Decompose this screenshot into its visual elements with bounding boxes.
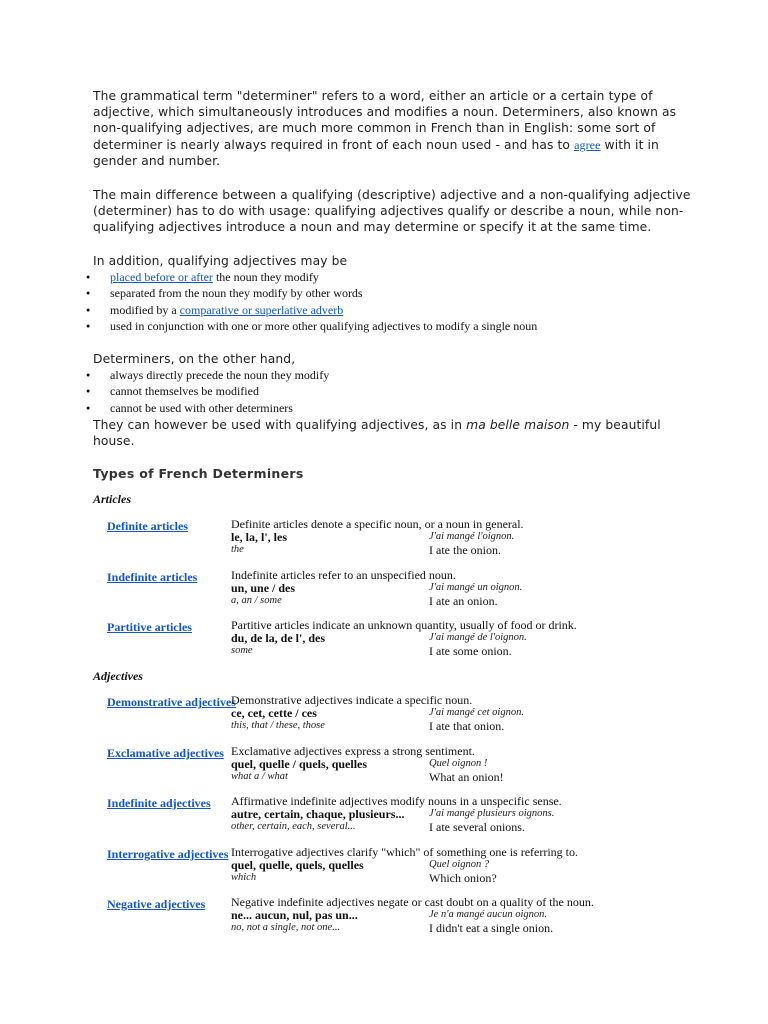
adjectives-subheading: Adjectives bbox=[93, 669, 143, 683]
entry-description: Partitive articles indicate an unknown quantity, usually of food or drink. bbox=[231, 618, 577, 632]
list-item: ● separated from the noun they modify by other words bbox=[80, 285, 537, 301]
qualifying-adjectives-list bbox=[80, 269, 537, 334]
interrogative-adjectives-link[interactable]: Interrogative adjectives bbox=[107, 847, 229, 861]
comparative-superlative-link[interactable]: comparative or superlative adverb bbox=[179, 302, 344, 317]
entry-forms: ne... aucun, nul, pas un... bbox=[231, 908, 358, 922]
list-item: ● cannot themselves be modified bbox=[80, 383, 329, 399]
entry-description: Negative indefinite adjectives negate or cast doubt on a quality of the noun. bbox=[231, 895, 594, 909]
entry-example-french: J'ai mangé l'oignon. bbox=[429, 531, 515, 542]
entry-example-english: I ate several onions. bbox=[429, 820, 525, 834]
entry-example-french: J'ai mangé cet oignon. bbox=[429, 707, 524, 718]
entry-negative-adjectives bbox=[0, 895, 768, 939]
articles-subheading: Articles bbox=[93, 492, 131, 506]
exclamative-adjectives-link[interactable]: Exclamative adjectives bbox=[107, 746, 224, 760]
section-heading: Types of French Determiners bbox=[93, 466, 304, 481]
entry-indefinite-articles bbox=[0, 568, 768, 612]
intro-paragraph-2: The main difference between a qualifying (descriptive) adjective and a non-qualifying adjective (determiner) has to do with usage: qualifying adjectives qualify or describe a noun, while non-qualifying adjectives introduce a noun and may determine or specify it at the same time. bbox=[93, 188, 691, 235]
intro-p1-text-end: with it in gender and number. bbox=[93, 137, 659, 168]
negative-adjectives-link[interactable]: Negative adjectives bbox=[107, 897, 206, 911]
entry-example-english: I ate some onion. bbox=[429, 644, 512, 658]
list-item: ● used in conjunction with one or more other qualifying adjectives to modify a single noun bbox=[80, 318, 537, 334]
list-item: ● cannot be used with other determiners bbox=[80, 400, 329, 416]
entry-example-french: J'ai mangé un oignon. bbox=[429, 582, 523, 593]
entry-description: Exclamative adjectives express a strong sentiment. bbox=[231, 744, 475, 758]
entry-example-french: J'ai mangé plusieurs oignons. bbox=[429, 808, 555, 819]
entry-translation: this, that / these, those bbox=[231, 720, 325, 731]
determiners-paragraph: Determiners, on the other hand, bbox=[93, 352, 296, 366]
entry-exclamative-adjectives bbox=[0, 744, 768, 788]
entry-translation: the bbox=[231, 544, 244, 555]
entry-forms: le, la, l', les bbox=[231, 530, 287, 544]
demonstrative-adjectives-link[interactable]: Demonstrative adjectives bbox=[107, 695, 236, 709]
intro-p1-text: The grammatical term "determiner" refers to a word, either an article or a certain type of adjective, which simultaneously introduces and modifies a noun. Determiners, also known as non-qualifying adjectives, are much more common in French than in English: some sort of determiner is nearly always required in front of each noun used - and has to bbox=[93, 89, 677, 152]
entry-forms: quel, quelle, quels, quelles bbox=[231, 858, 364, 872]
entry-description: Interrogative adjectives clarify "which" of something one is referring to. bbox=[231, 845, 579, 859]
agree-link[interactable]: agree bbox=[574, 137, 601, 152]
definite-articles-link[interactable]: Definite articles bbox=[107, 519, 188, 533]
determiners-list bbox=[80, 367, 329, 416]
entry-example-english: I didn't eat a single onion. bbox=[429, 921, 554, 935]
indefinite-articles-link[interactable]: Indefinite articles bbox=[107, 570, 198, 584]
entry-forms: un, une / des bbox=[231, 581, 296, 595]
intro-paragraph-1 bbox=[93, 88, 693, 169]
entry-description: Affirmative indefinite adjectives modify nouns in a unspecific sense. bbox=[231, 794, 562, 808]
entry-translation: which bbox=[231, 872, 257, 883]
intro-paragraph-3: In addition, qualifying adjectives may be bbox=[93, 254, 348, 268]
list-item: ● always directly precede the noun they modify bbox=[80, 367, 329, 383]
entry-forms: ce, cet, cette / ces bbox=[231, 706, 317, 720]
qualifying-usage-paragraph bbox=[93, 417, 693, 449]
entry-definite-articles bbox=[0, 517, 768, 561]
indefinite-adjectives-link[interactable]: Indefinite adjectives bbox=[107, 796, 211, 810]
list-item bbox=[80, 302, 537, 318]
entry-example-french: Quel oignon ? bbox=[429, 859, 490, 870]
list-item-text: modified by a bbox=[110, 302, 180, 317]
entry-forms: autre, certain, chaque, plusieurs... bbox=[231, 807, 405, 821]
entry-demonstrative-adjectives bbox=[0, 693, 768, 737]
entry-example-english: Which onion? bbox=[429, 871, 497, 885]
entry-translation: some bbox=[231, 645, 253, 656]
entry-description: Indefinite articles refer to an unspecified noun. bbox=[231, 568, 456, 582]
entry-indefinite-adjectives bbox=[0, 794, 768, 838]
list-item-text: the noun they modify bbox=[212, 270, 319, 284]
entry-description: Definite articles denote a specific noun, or a noun in general. bbox=[231, 517, 524, 531]
entry-example-french: J'ai mangé de l'oignon. bbox=[429, 632, 527, 643]
entry-translation: a, an / some bbox=[231, 595, 282, 606]
entry-forms: quel, quelle / quels, quelles bbox=[231, 757, 368, 771]
usage-example: ma belle maison bbox=[466, 418, 570, 432]
entry-description: Demonstrative adjectives indicate a specific noun. bbox=[231, 693, 473, 707]
entry-partitive-articles bbox=[0, 618, 768, 662]
entry-example-french: Quel oignon ! bbox=[429, 758, 488, 769]
entry-example-french: Je n'a mangé aucun oignon. bbox=[429, 909, 548, 920]
entry-translation: what a / what bbox=[231, 771, 288, 782]
usage-text-end: - my beautiful house. bbox=[93, 418, 661, 449]
before-after-link[interactable]: placed before or after bbox=[110, 270, 213, 284]
entry-example-english: What an onion! bbox=[429, 770, 504, 784]
entry-example-english: I ate the onion. bbox=[429, 543, 501, 557]
entry-forms: du, de la, de l', des bbox=[231, 631, 326, 645]
partitive-articles-link[interactable]: Partitive articles bbox=[107, 620, 192, 634]
entry-translation: no, not a single, not one... bbox=[231, 922, 341, 933]
entry-translation: other, certain, each, several... bbox=[231, 821, 356, 832]
usage-text: They can however be used with qualifying adjectives, as in bbox=[93, 418, 467, 432]
entry-example-english: I ate that onion. bbox=[429, 719, 505, 733]
entry-example-english: I ate an onion. bbox=[429, 594, 498, 608]
entry-interrogative-adjectives bbox=[0, 845, 768, 889]
list-item bbox=[80, 269, 537, 285]
